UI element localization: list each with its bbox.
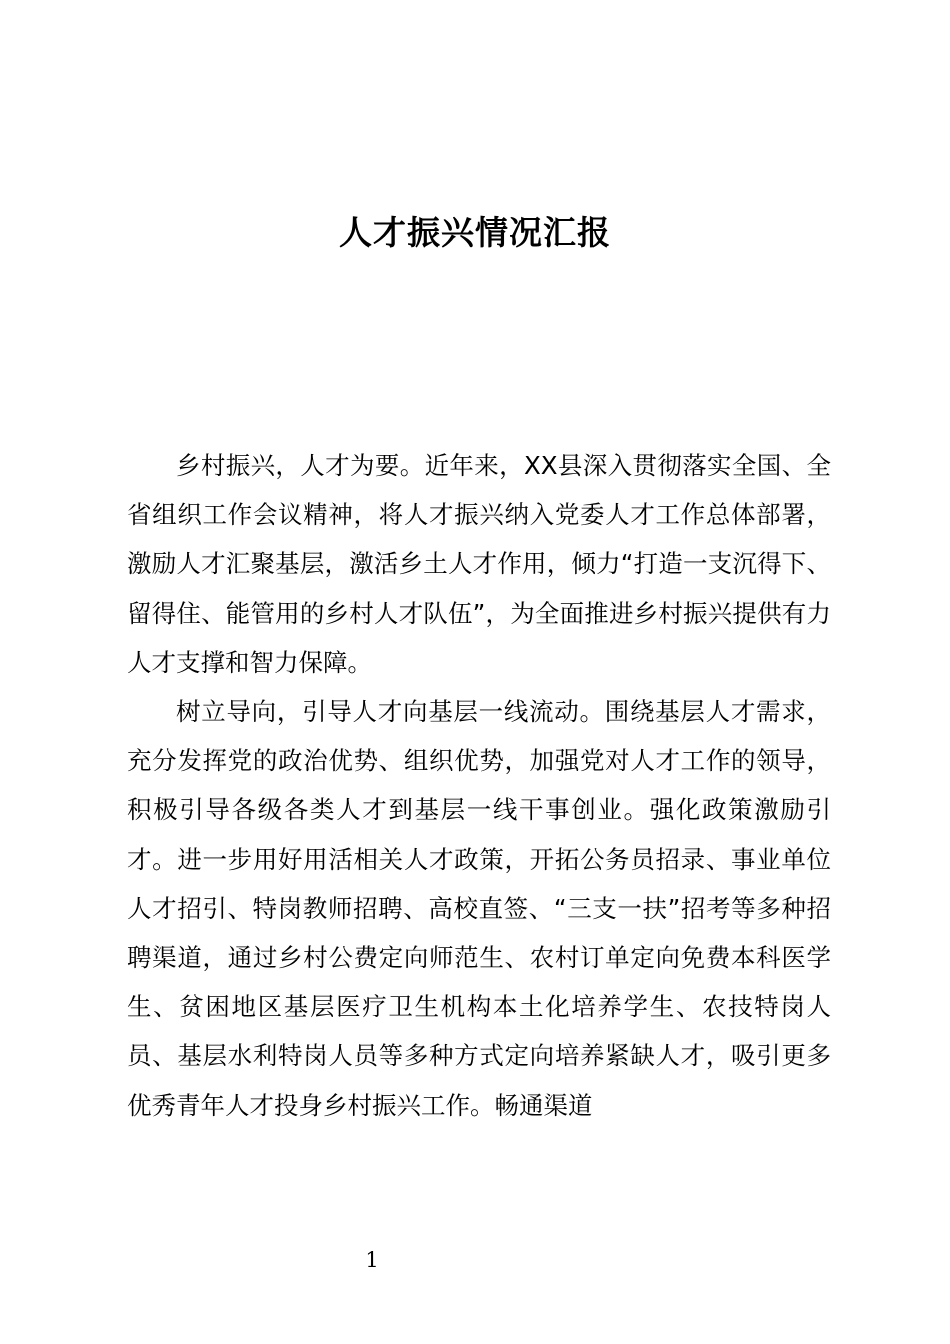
page-number: 1 <box>365 1248 379 1272</box>
paragraph-intro: 乡村振兴，人才为要。近年来，XX县深入贯彻落实全国、全省组织工作会议精神，将人才振兴纳入党委人才工作总体部署，激励人才汇聚基层，激活乡土人才作用，倾力“打造一支沉得下、留得住、能管用的乡村人才队伍”，为全面推进乡村振兴提供有力人才支撑和智力保障。 <box>127 451 831 677</box>
paragraph-guidance: 树立导向，引导人才向基层一线流动。围绕基层人才需求，充分发挥党的政治优势、组织优势，加强党对人才工作的领导，积极引导各级各类人才到基层一线干事创业。强化政策激励引才。进一步用好用活相关人才政策，开拓公务员招录、事业单位人才招引、特岗教师招聘、高校直签、“三支一扶”招考等多种招聘渠道，通过乡村公费定向师范生、农村订单定向免费本科医学生、贫困地区基层医疗卫生机构本土化培养学生、农技特岗人员、基层水利特岗人员等多种方式定向培养紧缺人才，吸引更多优秀青年人才投身乡村振兴工作。畅通渠道 <box>127 697 831 1120</box>
document-title: 人才振兴情况汇报 <box>339 213 611 252</box>
document-body <box>127 441 831 1130</box>
